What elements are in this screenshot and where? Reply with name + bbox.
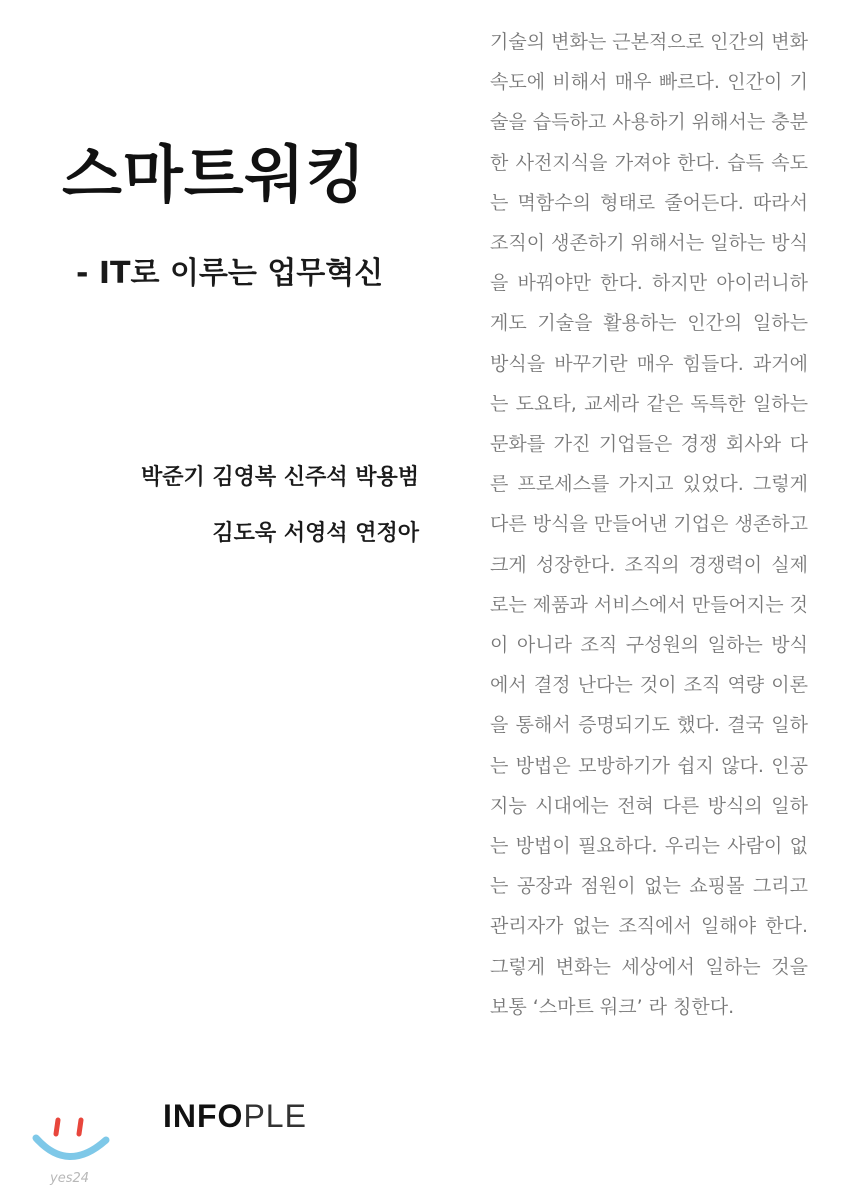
- book-title: 스마트워킹: [62, 138, 367, 211]
- author-line: 김도욱 서영석 연정아: [212, 521, 419, 546]
- book-subtitle: - IT로 이루는 업무혁신: [76, 256, 384, 291]
- author-list: [141, 450, 419, 562]
- book-description: 기술의 변화는 근본적으로 인간의 변화 속도에 비해서 매우 빠르다. 인간이 기술을 습득하고 사용하기 위해서는 충분한 사전지식을 가져야 한다. 습득 속도는 멱함수의 형태로 줄어든다. 따라서 조직이 생존하기 위해서는 일하는 방식을 바꿔야만 한다. 하지만 아이러니하게도 기술을 활용하는 인간의 일하는 방식을 바꾸기란 매우 힘들다. 과거에는 도요타, 교세라 같은 독특한 일하는 문화를 가진 기업들은 경쟁 회사와 다른 프로세스를 가지고 있었다. 그렇게 다른 방식을 만들어낸 기업은 생존하고 크게 성장한다. 조직의 경쟁력이 실제로는 제품과 서비스에서 만들어지는 것이 아니라 조직 구성원의 일하는 방식에서 결정 난다는 것이 조직 역량 이론을 통해서 증명되기도 했다. 결국 일하는 방법은 모방하기가 쉽지 않다. 인공지능 시대에는 전혀 다른 방식의 일하는 방법이 필요하다. 우리는 사람이 없는 공장과 점원이 없는 쇼핑몰 그리고 관리자가 없는 조직에서 일해야 한다. 그렇게 변화는 세상에서 일하는 것을 보통 ‘스마트 워크’ 라 칭한다.: [490, 31, 808, 1018]
- watermark-text: yes24: [50, 1171, 90, 1186]
- left-eye-mark: [56, 1120, 58, 1134]
- publisher-logo-light: PLE: [243, 1098, 307, 1134]
- yes24-watermark: [28, 1108, 118, 1188]
- author-line: 박준기 김영복 신주석 박용범: [140, 465, 419, 490]
- publisher-logo-bold: INFO: [163, 1098, 244, 1134]
- publisher-logo: [163, 1100, 307, 1132]
- smile-curve: [36, 1138, 106, 1157]
- right-eye-mark: [79, 1120, 81, 1134]
- smile-icon: [36, 1120, 106, 1157]
